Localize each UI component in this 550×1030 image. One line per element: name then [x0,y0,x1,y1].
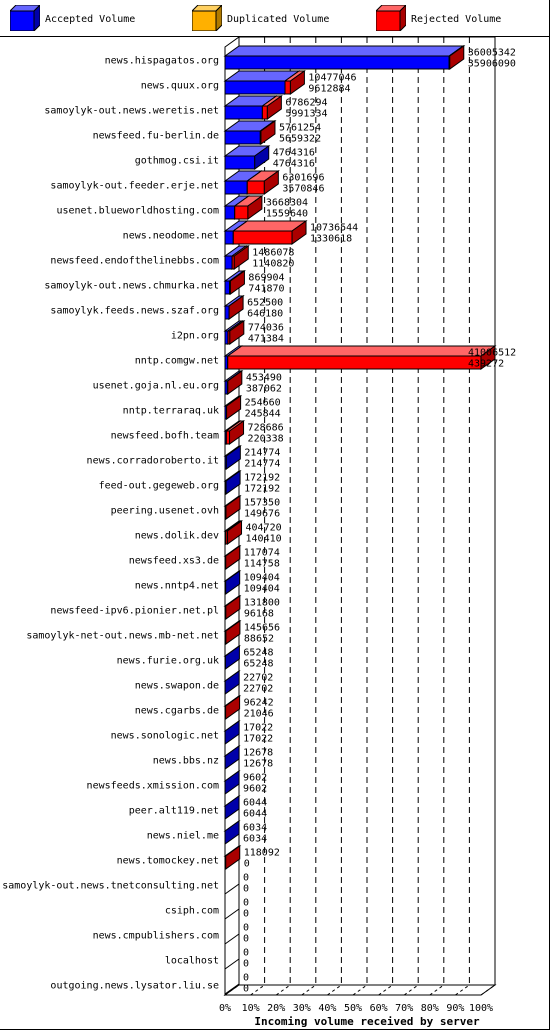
category-label: csiph.com [164,905,219,917]
value-label-accepted: 114758 [243,558,280,570]
value-label-accepted: 109404 [243,583,280,595]
category-label: usenet.goja.nl.eu.org [92,380,219,392]
value-label-accepted: 12678 [243,758,274,770]
value-label-accepted: 65248 [243,658,274,670]
value-label-total: 172192 [244,472,281,484]
value-label-total: 453490 [245,372,282,384]
value-label-total: 0 [243,947,250,959]
value-label-accepted: 88652 [243,633,275,645]
x-tick-label: 20% [267,1003,286,1014]
category-label: usenet.blueworldhosting.com [56,205,219,217]
bar-accepted-front [225,306,229,319]
category-label: news.tomockey.net [116,855,219,867]
category-label: peering.usenet.ovh [110,505,219,517]
value-label-accepted: 5659322 [278,133,322,145]
x-tick-label: 60% [369,1003,388,1014]
category-label: news.sonologic.net [110,730,219,742]
value-label-accepted: 741870 [248,283,285,295]
value-label-total: 6786294 [285,97,328,109]
value-label-total: 1486078 [252,247,295,259]
bar-accepted-front [225,281,230,294]
category-label: news.hispagatos.org [104,55,219,67]
value-label-total: 404720 [245,522,282,534]
value-label-accepted: 471384 [247,333,284,345]
category-label: nntp.comgw.net [134,355,219,367]
value-label-accepted: 0 [243,883,250,895]
value-label-total: 869904 [248,272,285,284]
value-label-total: 10736544 [310,222,359,234]
value-label-accepted: 1140820 [252,258,295,270]
value-label-total: 22702 [243,672,274,684]
x-tick-label: 50% [343,1003,363,1014]
category-label: newsfeed.fu-berlin.de [92,130,219,142]
value-label-accepted: 220338 [247,433,284,445]
value-label-accepted: 0 [243,858,250,870]
category-label: news.cgarbs.de [134,705,219,717]
category-label: i2pn.org [170,330,219,342]
value-label-accepted: 387062 [245,383,282,395]
value-label-accepted: 0 [243,908,250,920]
legend-label-duplicated: Duplicated Volume [227,14,330,25]
bar-accepted-front [225,131,260,144]
value-label-total: 774036 [247,322,284,334]
category-label: newsfeed.endofthelinebbs.com [50,255,219,267]
bar-rejected-front [233,231,292,244]
value-label-accepted: 1330618 [310,233,353,245]
value-label-total: 254660 [244,397,281,409]
x-tick-label: 0% [218,1003,232,1014]
value-label-total: 3668304 [265,197,309,209]
x-tick-label: 100% [468,1003,494,1014]
category-label: news.furie.org.uk [116,655,219,667]
category-label: samoylyk-out.news.weretis.net [44,105,219,117]
value-label-total: 10477046 [308,72,357,84]
category-label: news.dolik.dev [134,530,219,542]
value-label-total: 12678 [243,747,274,759]
category-label: samoylyk-net-out.news.mb-net.net [26,630,219,642]
category-label: newsfeed-ipv6.pionier.net.pl [50,605,219,617]
value-label-accepted: 0 [243,958,250,970]
value-label-accepted: 245844 [244,408,281,420]
value-label-total: 6034 [243,822,268,834]
value-label-accepted: 9602 [243,783,268,795]
category-label: newsfeed.xs3.de [128,555,219,567]
value-label-accepted: 17022 [243,733,274,745]
value-label-total: 157350 [243,497,281,509]
value-label-total: 109404 [243,572,280,584]
bar-accepted-front [225,181,247,194]
value-label-total: 5761254 [278,122,322,134]
bar-accepted-front [225,206,235,219]
value-label-total: 6301696 [282,172,325,184]
category-label: news.niel.me [146,830,219,842]
category-label: samoylyk-out.feeder.erje.net [50,180,219,192]
category-label: localhost [164,955,219,967]
category-label: newsfeed.bofh.team [110,430,219,442]
x-tick-label: 70% [395,1003,414,1014]
bar-rejected-front [285,81,290,94]
x-tick-label: 40% [318,1003,337,1014]
value-label-accepted: 6044 [243,808,268,820]
value-label-accepted: 172192 [244,483,281,495]
bar-accepted-front [225,256,232,269]
value-label-total: 118092 [243,847,280,859]
value-label-accepted: 0 [243,983,250,995]
legend-label-accepted: Accepted Volume [45,14,136,25]
value-label-accepted: 646180 [247,308,284,320]
category-label: news.swapon.de [134,680,219,692]
category-label: peer.alt119.net [128,805,219,817]
value-label-total: 728686 [247,422,284,434]
bar-rejected-front [247,181,264,194]
value-label-accepted: 21046 [243,708,274,720]
value-label-accepted: 0 [243,933,250,945]
value-label-accepted: 9612884 [308,83,351,95]
category-label: samoylyk.feeds.news.szaf.org [50,305,219,317]
category-label: newsfeeds.xmission.com [86,780,219,792]
value-label-total: 41006512 [468,347,517,359]
value-label-total: 0 [243,972,250,984]
value-label-total: 36005342 [467,47,516,59]
value-label-total: 6044 [243,797,268,809]
value-label-accepted: 1559640 [265,208,309,220]
category-label: news.bbs.nz [152,755,219,767]
category-label: gothmog.csi.it [134,155,219,167]
x-tick-label: 80% [420,1003,439,1014]
value-label-total: 4764316 [272,147,315,159]
bar-accepted-top [225,46,463,56]
value-label-accepted: 140410 [245,533,282,545]
category-label: news.cmpublishers.com [92,930,219,942]
value-label-accepted: 149676 [243,508,281,520]
value-label-total: 652500 [247,297,284,309]
x-axis-title: Incoming volume received by server [254,1015,480,1028]
bar-rejected-top [228,346,495,356]
bar-rejected-front [228,356,481,369]
category-label: samoylyk-out.news.tnetconsulting.net [2,880,219,892]
x-tick-label: 10% [241,1003,260,1014]
category-label: outgoing.news.lysator.liu.se [50,980,219,992]
value-label-total: 17022 [243,722,274,734]
bar-accepted-front [225,231,233,244]
value-label-total: 0 [243,872,250,884]
bar-accepted-front [225,156,255,169]
category-label: feed-out.gegeweb.org [98,480,219,492]
bar-accepted-front [225,81,285,94]
value-label-total: 96242 [243,697,274,709]
legend-label-rejected: Rejected Volume [411,14,502,25]
category-label: news.corradoroberto.it [86,455,219,467]
value-label-accepted: 22702 [243,683,274,695]
value-label-total: 9602 [243,772,268,784]
value-label-accepted: 3570846 [282,183,325,195]
x-tick-label: 30% [292,1003,311,1014]
category-label: news.neodome.net [122,230,219,242]
category-label: news.nntp4.net [134,580,219,592]
category-label: samoylyk-out.news.chmurka.net [44,280,219,292]
value-label-total: 0 [243,922,250,934]
category-label: nntp.terraraq.uk [122,405,219,417]
bar-rejected-front [235,206,248,219]
value-label-total: 145656 [243,622,281,634]
value-label-accepted: 4764316 [272,158,315,170]
x-tick-label: 90% [446,1003,465,1014]
value-label-accepted: 5991334 [285,108,328,120]
value-label-total: 131800 [243,597,280,609]
value-label-total: 65248 [243,647,274,659]
value-label-accepted: 214774 [244,458,281,470]
value-label-accepted: 6034 [243,833,268,845]
value-label-total: 0 [243,897,250,909]
bar-rejected-front [262,106,267,119]
bar-accepted-front [225,56,449,69]
bar-accepted-front [225,106,262,119]
value-label-accepted: 96168 [243,608,274,620]
value-label-total: 117074 [243,547,280,559]
value-label-accepted: 35906090 [467,58,516,70]
value-label-accepted: 439272 [468,358,505,370]
value-label-total: 214774 [244,447,281,459]
category-label: news.quux.org [140,80,219,92]
